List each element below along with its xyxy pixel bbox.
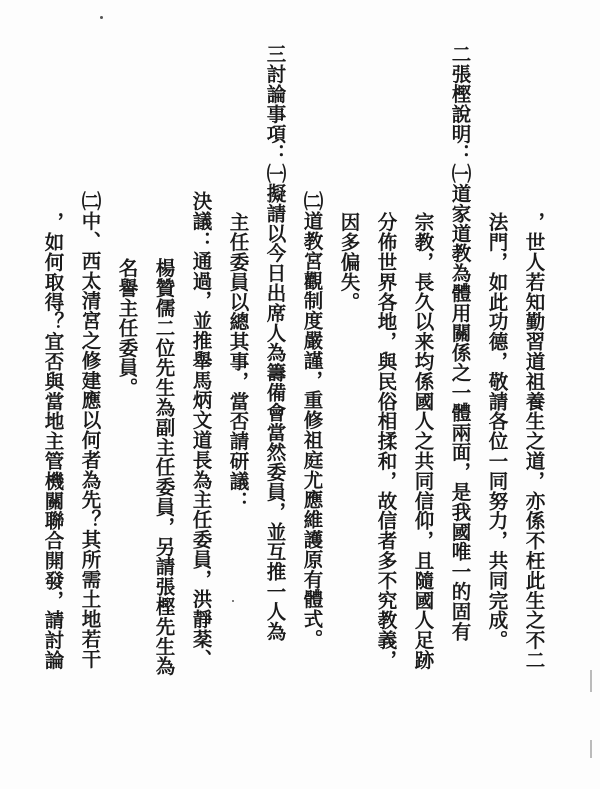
scan-speck bbox=[100, 16, 103, 19]
scan-edge-mark bbox=[590, 670, 592, 692]
text-column-13: ㈡中、西太清宮之修建應以何者為先？其所需土地若干 bbox=[78, 191, 102, 669]
text-column-9: 主任委員以總其事，當否請研議： bbox=[226, 212, 250, 511]
text-column-2: 法門，如此功德，敬請各位一同努力，共同完成。 bbox=[485, 212, 509, 650]
text-column-4: 宗教，長久以来均係國人之共同信仰，且隨國人足跡 bbox=[411, 212, 435, 670]
text-column-11: 楊贊儒二位先生為副主任委員，另請張樫先生為 bbox=[152, 258, 176, 676]
text-column-10: 決議：通過，並推舉馬炳文道長為主任委員，洪靜棻、 bbox=[189, 191, 213, 669]
scan-speck bbox=[232, 600, 234, 602]
text-column-1: ，世人若知勤習道祖養生之道，亦係不枉此生之不二 bbox=[522, 212, 546, 670]
text-column-7: ㈡道教宮觀制度嚴謹，重修祖庭尤應維護原有體式。 bbox=[300, 191, 324, 649]
text-column-8: 三討論事項：㈠擬請以今日出席人為籌備會當然委員，並互推一人為 bbox=[263, 44, 287, 641]
scan-edge-mark bbox=[590, 740, 592, 758]
text-column-3: 二張樫說明：㈠道家道教為體用關係之一體兩面，是我國唯一的固有 bbox=[448, 44, 472, 641]
text-column-6: 因多偏失。 bbox=[337, 212, 361, 312]
text-column-5: 分佈世界各地，與民俗相揉和，故信者多不究教義， bbox=[374, 212, 398, 670]
text-column-12: 名譽主任委員。 bbox=[115, 258, 139, 398]
text-column-14: ，如何取得？宜否與當地主管機關聯合開發，請討論 bbox=[41, 212, 65, 670]
